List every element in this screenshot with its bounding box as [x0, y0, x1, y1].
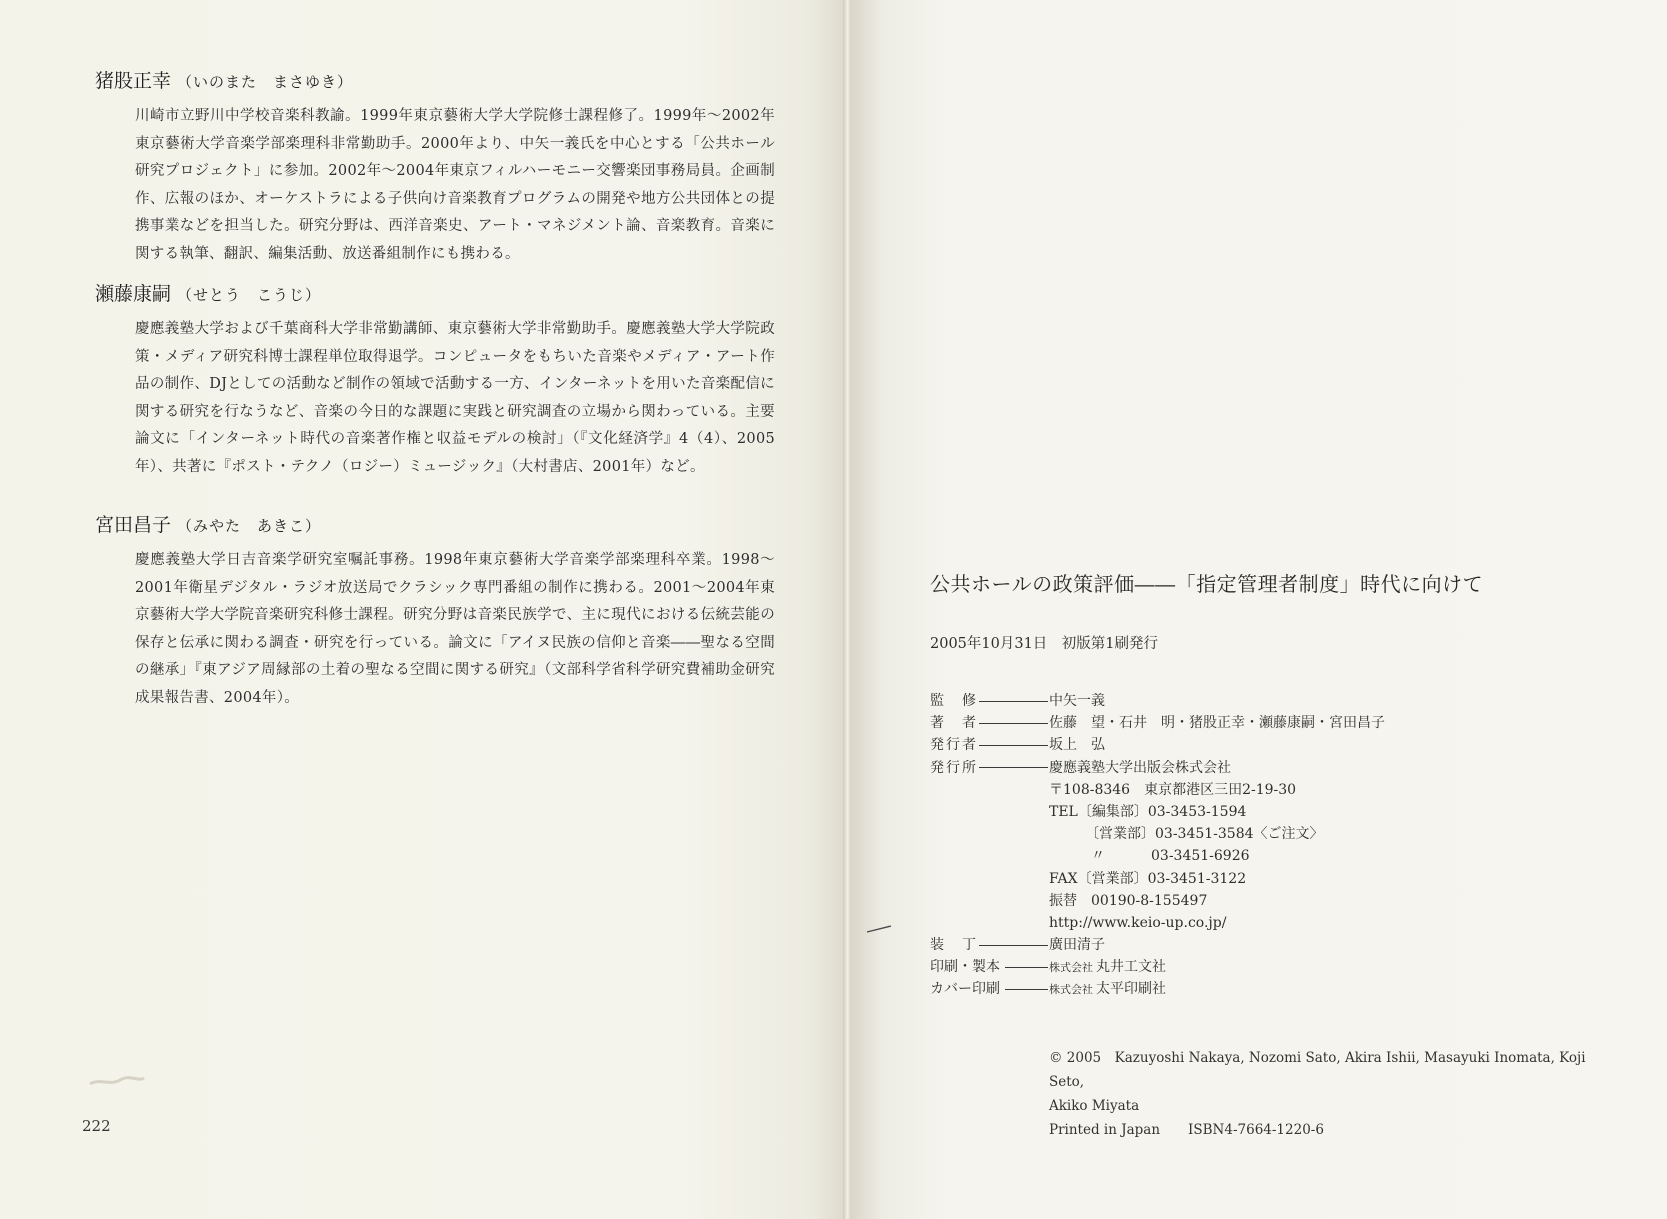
copyright-line-2: Akiko Miyata: [1049, 1098, 1140, 1114]
credit-value: 中矢一義: [1049, 693, 1105, 709]
credit-dash: [979, 745, 1048, 746]
bio-heading: [95, 281, 755, 308]
book-title: 公共ホールの政策評価――「指定管理者制度」時代に向けて: [930, 572, 1484, 596]
bio-inomata: [95, 68, 775, 268]
credit-publisher-person: [930, 734, 1590, 756]
printed-in: Printed in Japan: [1049, 1122, 1161, 1138]
bio-text: 慶應義塾大学日吉音楽学研究室嘱託事務。1998年東京藝術大学音楽学部楽理科卒業。1998～2001年衛星デジタル・ラジオ放送局でクラシック専門番組の制作に携わる。2001～2004年東京藝術大学大学院音楽研究科修士課程。研究分野は音楽民族学で、主に現代における伝統芸能の保存と伝承に関わる調査・研究を行っている。論文に「アイヌ民族の信仰と音楽――聖なる空間の継承」『東アジア周縁部の土着の聖なる空間に関する研究』（文部科学省科学研究費補助金研究成果報告書、2004年）。: [135, 552, 775, 706]
credit-label: 発行所: [930, 759, 978, 776]
right-page: [850, 0, 1667, 1219]
credit-value: [1049, 978, 1166, 1001]
credit-value: 坂上 弘: [1049, 737, 1105, 754]
copyright-block: [1049, 1046, 1609, 1142]
isbn: ISBN4-7664-1220-6: [1188, 1122, 1324, 1138]
colophon-credits: [930, 690, 1590, 1001]
company-prefix: 株式会社: [1049, 982, 1093, 996]
credit-value: 廣田清子: [1049, 937, 1105, 954]
tel-sales: 〔営業部〕03-3451-3584〈ご注文〉: [1085, 826, 1324, 843]
credit-value: 慶應義塾大学出版会株式会社: [1049, 759, 1231, 776]
tel-sales-2: 03-3451-6926: [1151, 848, 1250, 865]
credit-cover-printing: [930, 978, 1590, 1000]
bio-seto: [95, 281, 775, 481]
credit-dash: [979, 723, 1048, 724]
bio-name: 猪股正幸: [95, 70, 172, 92]
ditto-mark: 〃: [1091, 848, 1105, 865]
credit-dash: [1005, 989, 1048, 990]
copyright-line-1: © 2005 Kazuyoshi Nakaya, Nozomi Sato, Akira Ishii, Masayuki Inomata, Koji Seto,: [1049, 1050, 1586, 1090]
credit-supervisor: [930, 690, 1590, 712]
postal-transfer: 振替 00190-8-155497: [1049, 892, 1208, 909]
credit-value: [1049, 956, 1166, 979]
scan-mark: [865, 923, 895, 935]
fax: FAX〔営業部〕03-3451-3122: [1049, 870, 1247, 887]
publication-date: 2005年10月31日 初版第1刷発行: [930, 636, 1159, 652]
credit-label: カバー印刷: [930, 981, 1000, 998]
publisher-address: 〒108-8346 東京都港区三田2-19-30: [1049, 781, 1297, 798]
bio-miyata: [95, 512, 775, 712]
bio-reading: （せとう こうじ）: [177, 286, 322, 304]
credit-binding-design: [930, 934, 1590, 956]
bio-name: 瀬藤康嗣: [95, 283, 172, 305]
credit-label: 装 丁: [930, 937, 978, 954]
bio-reading: （みやた あきこ）: [177, 517, 322, 535]
publisher-url: http://www.keio-up.co.jp/: [1049, 914, 1227, 931]
credit-label: 著 者: [930, 715, 978, 732]
bio-text: 川崎市立野川中学校音楽科教諭。1999年東京藝術大学大学院修士課程修了。1999年～2002年東京藝術大学音楽学部楽理科非常勤助手。2000年より、中矢一義氏を中心とする「公共ホール研究プロジェクト」に参加。2002年～2004年東京フィルハーモニー交響楽団事務局員。企画制作、広報のほか、オーケストラによる子供向け音楽教育プログラムの開発や地方公共団体との提携事業などを担当した。研究分野は、西洋音楽史、アート・マネジメント論、音楽教育。音楽に関する執筆、翻訳、編集活動、放送番組制作にも携わる。: [135, 108, 775, 262]
credit-printing: [930, 956, 1590, 978]
credit-dash: [979, 945, 1048, 946]
tel-sales-2-row: [930, 845, 1590, 867]
credit-dash: [979, 701, 1048, 702]
company-name: 太平印刷社: [1096, 980, 1166, 997]
credit-publisher: [930, 757, 1590, 779]
bio-text: 慶應義塾大学および千葉商科大学非常勤講師、東京藝術大学非常勤助手。慶應義塾大学大学院政策・メディア研究科博士課程単位取得退学。コンピュータをもちいた音楽やメディア・アート作品の制作、DJとしての活動など制作の領域で活動する一方、インターネットを用いた音楽配信に関する研究を行なうなど、音楽の今日的な課題に実践と研究調査の立場から関わっている。主要論文に「インターネット時代の音楽著作権と収益モデルの検討」（『文化経済学』4（4）、2005年）、共著に『ポスト・テクノ（ロジー）ミュージック』（大村書店、2001年）など。: [135, 321, 775, 475]
credit-label: 発行者: [930, 737, 978, 754]
company-name: 丸井工文社: [1096, 958, 1166, 975]
bio-heading: [95, 512, 755, 539]
credit-label: 印刷・製本: [930, 959, 1000, 976]
credit-dash: [979, 767, 1048, 768]
print-info: [1049, 1118, 1609, 1142]
company-prefix: 株式会社: [1049, 960, 1093, 974]
credit-label: 監 修: [930, 693, 978, 709]
bio-heading: [95, 68, 755, 95]
credit-authors: [930, 712, 1590, 734]
credit-dash: [1005, 967, 1048, 968]
bio-name: 宮田昌子: [95, 514, 172, 536]
tel-editorial: TEL〔編集部〕03-3453-1594: [1049, 803, 1247, 820]
page-number: 222: [82, 1117, 111, 1135]
credit-value: 佐藤 望・石井 明・猪股正幸・瀬藤康嗣・宮田昌子: [1049, 715, 1385, 732]
bio-reading: （いのまた まさゆき）: [177, 73, 354, 91]
scan-smudge: [88, 1070, 148, 1090]
